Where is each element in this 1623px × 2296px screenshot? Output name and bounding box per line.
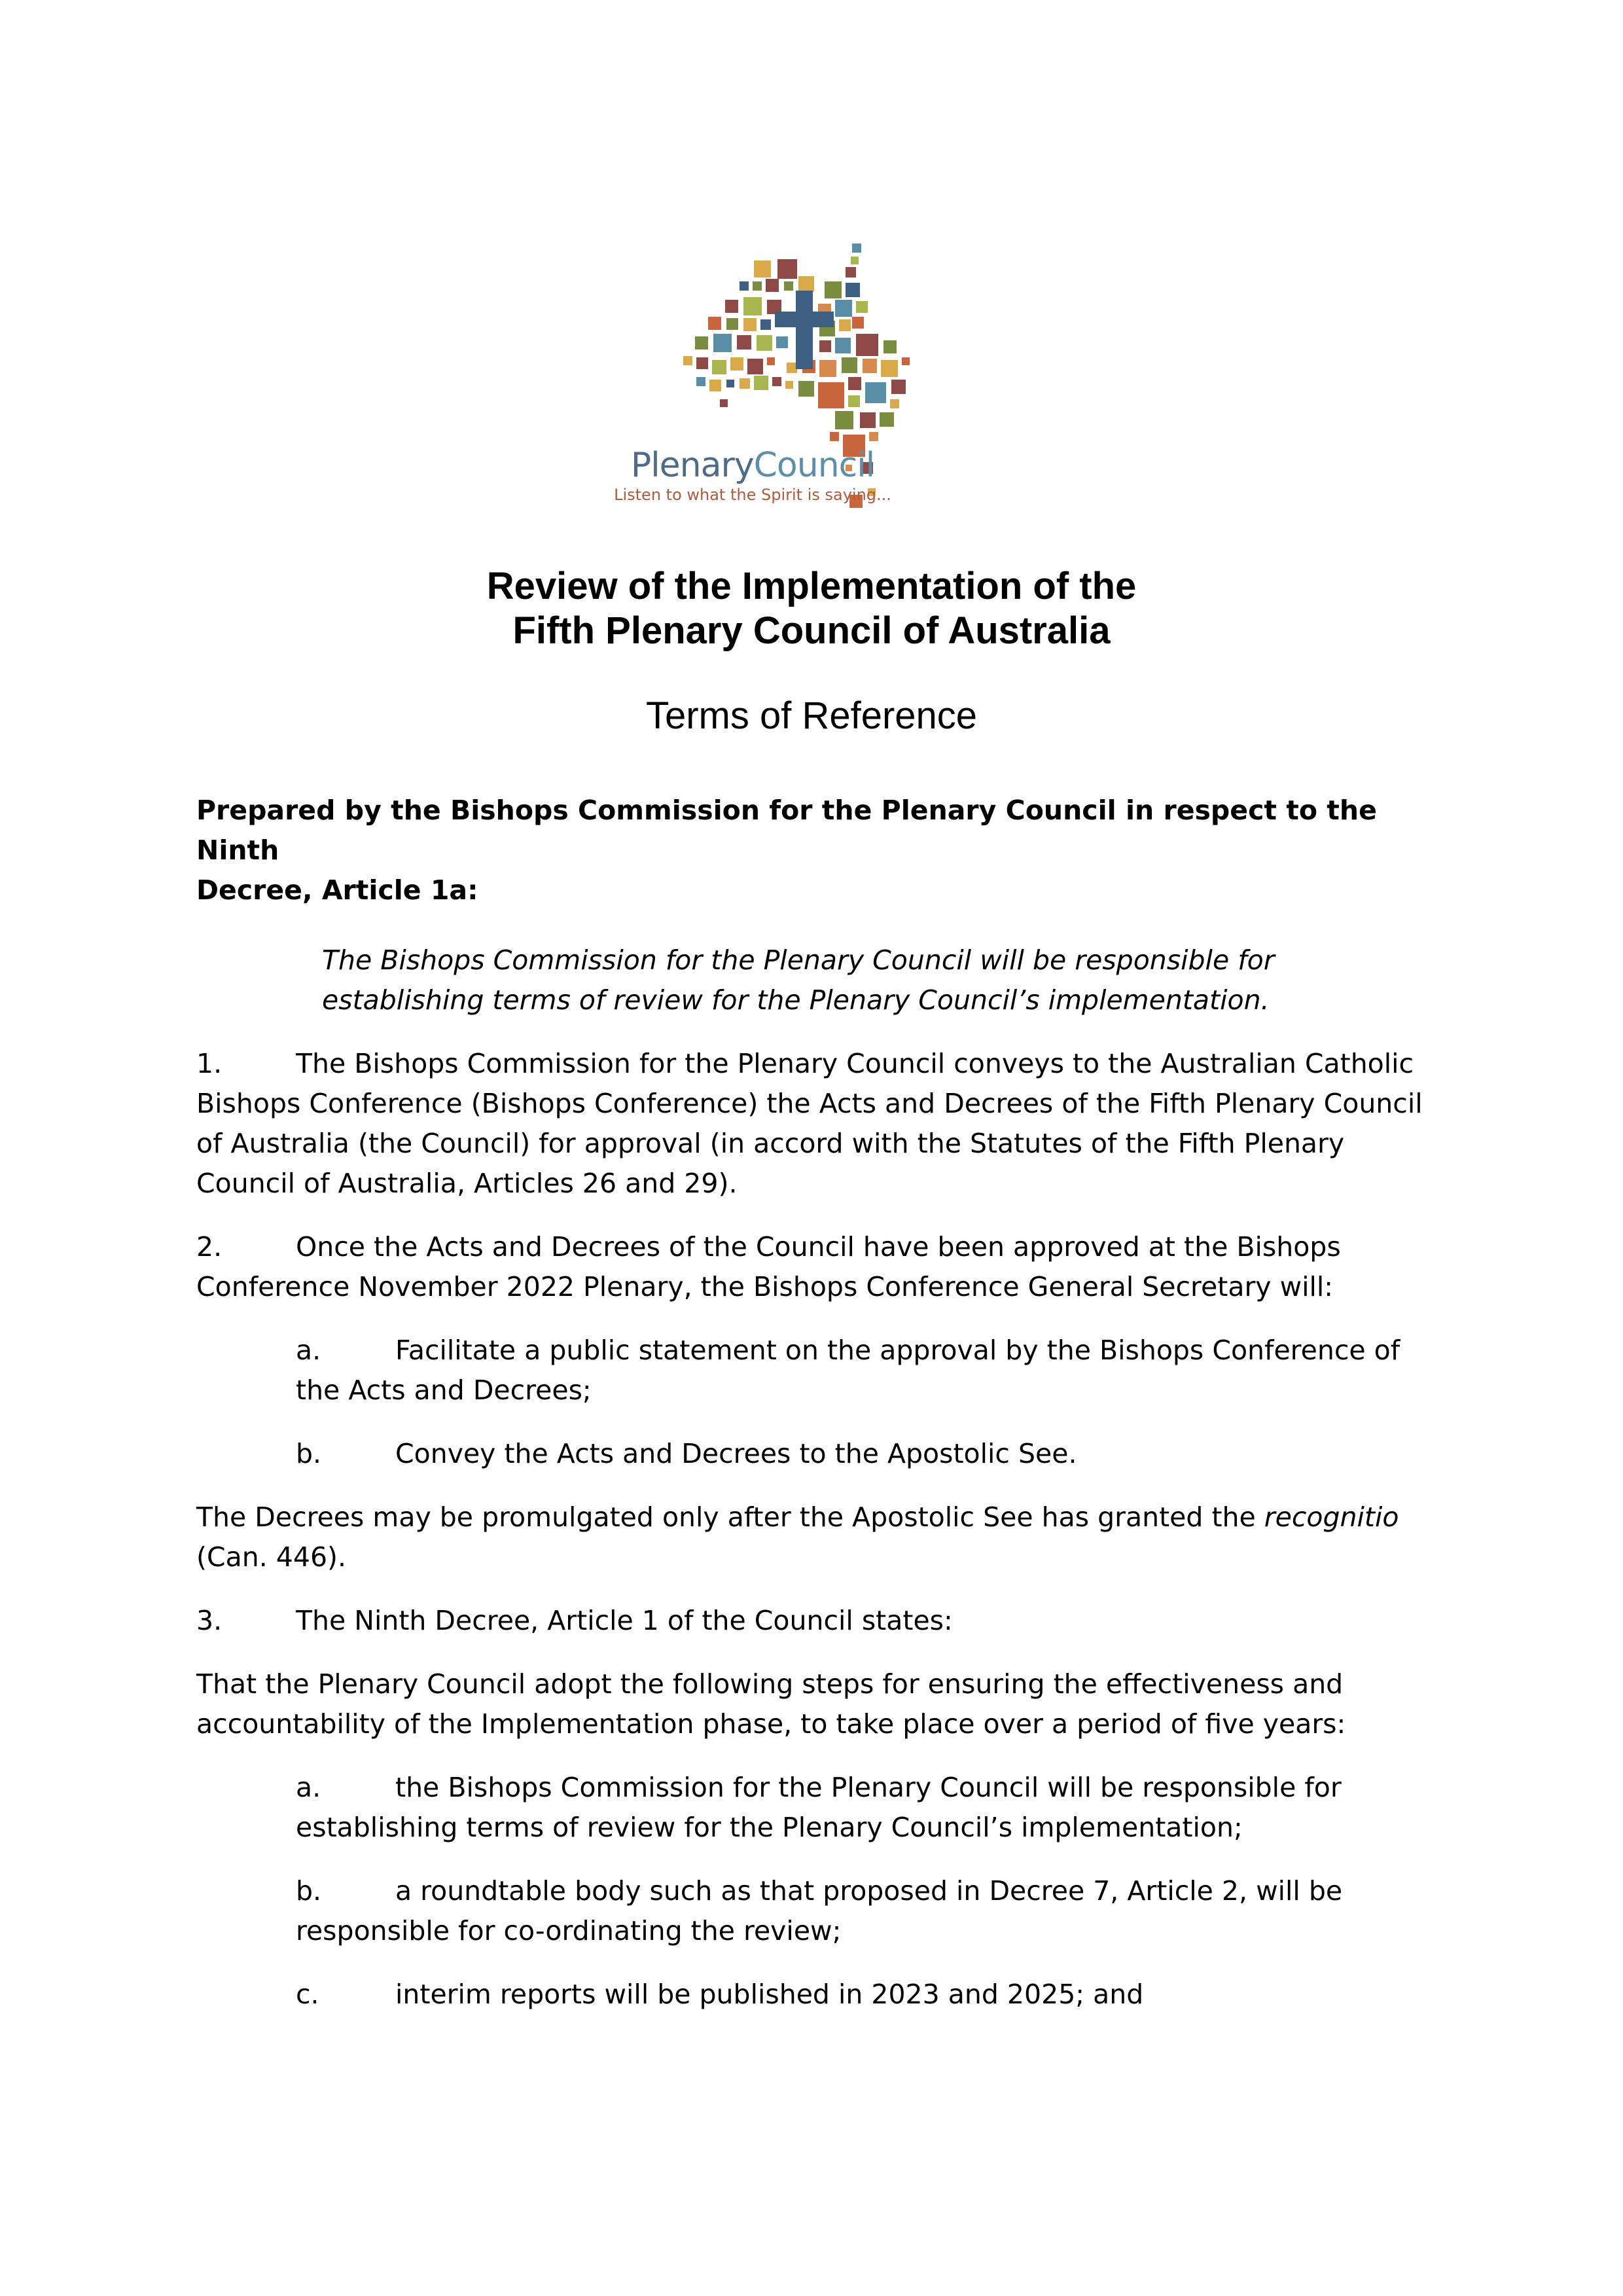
paragraph-2-item-b: b. Convey the Acts and Decrees to the Apostolic See. (296, 1438, 1077, 1469)
paragraph-3: 3. The Ninth Decree, Article 1 of the Council states: (196, 1605, 953, 1636)
document-title (0, 564, 1623, 653)
decree-quote: The Bishops Commission for the Plenary Council will be responsible for establishing terms of review for the Plenary Council’s implementation. (322, 944, 1275, 1016)
paragraph-2-item-a: a. Facilitate a public statement on the approval by the Bishops Conference of the Acts and Decrees; (296, 1335, 1400, 1406)
logo-tagline: Listen to what the Spirit is saying... (614, 486, 891, 504)
cross-icon (796, 291, 813, 369)
paragraph-1: 1. The Bishops Commission for the Plenary Council conveys to the Australian Catholic Bishops Conference (Bishops Conference) the Acts and Decrees of the Fifth Plenary Council of Australia (the Council) for approval (in accord with the Statutes of the Fifth Plenary Council of Australia, Articles 26 and 29). (196, 1048, 1423, 1199)
prepared-by-statement: Prepared by the Bishops Commission for the Plenary Council in respect to the Ninth Decree, Article 1a: (196, 795, 1377, 906)
document-body (196, 791, 1427, 2015)
paragraph-3-item-b: b. a roundtable body such as that proposed in Decree 7, Article 2, will be responsible for co-ordinating the review; (296, 1875, 1343, 1946)
paragraph-3-item-a: a. the Bishops Commission for the Plenary Council will be responsible for establishing terms of review for the Plenary Council’s implementation; (296, 1772, 1342, 1843)
document-subtitle: Terms of Reference (645, 694, 978, 737)
title-line-2: Fifth Plenary Council of Australia (512, 609, 1111, 652)
paragraph-3-item-c: c. interim reports will be published in 2023 and 2025; and (296, 1979, 1144, 2010)
logo-wordmark: PlenaryCouncil (630, 446, 875, 485)
plenary-council-logo (609, 236, 1027, 517)
promulgation-paragraph: The Decrees may be promulgated only after the Apostolic See has granted the recognitio (Can. 446). (196, 1501, 1399, 1573)
paragraph-2: 2. Once the Acts and Decrees of the Council have been approved at the Bishops Conference November 2022 Plenary, the Bishops Conference General Secretary will: (196, 1231, 1341, 1302)
decree-intro-paragraph: That the Plenary Council adopt the following steps for ensuring the effectiveness and accountability of the Implementation phase, to take place over a period of five years: (196, 1668, 1346, 1740)
title-line-1: Review of the Implementation of the (486, 565, 1137, 607)
